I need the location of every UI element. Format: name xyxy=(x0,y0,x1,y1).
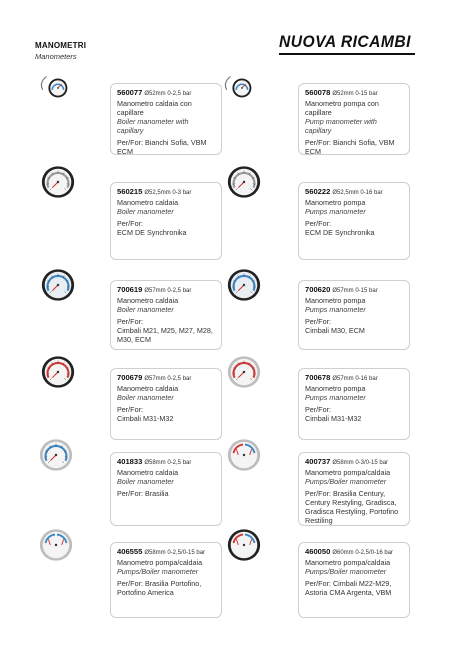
product-header xyxy=(305,187,404,198)
pressure-gauge-icon xyxy=(39,353,77,391)
product-header xyxy=(305,373,404,384)
compatible-models: Per/For: Brasilia Portofino, Portofino America xyxy=(117,579,202,597)
compatible-models: Per/For: Cimbali M22-M29, Astoria CMA Argenta, VBM xyxy=(305,579,392,597)
product-header xyxy=(117,457,216,468)
category-title: MANOMETRI xyxy=(35,41,87,50)
product-name-en: Boiler manometer xyxy=(117,477,174,486)
pressure-gauge-icon xyxy=(39,266,77,304)
brand-logo xyxy=(279,32,415,56)
product-code: 700620 xyxy=(305,285,331,294)
product-code: 700678 xyxy=(305,373,331,382)
product-code: 401833 xyxy=(117,457,143,466)
product-code: 560215 xyxy=(117,187,143,196)
product-code: 560077 xyxy=(117,88,143,97)
product-card xyxy=(110,452,222,526)
product-card xyxy=(110,182,222,260)
product-code: 400737 xyxy=(305,457,331,466)
product-name-it: Manometro caldaia con capillare xyxy=(117,99,192,117)
pressure-gauge-icon xyxy=(225,526,263,564)
product-card xyxy=(298,280,410,350)
pressure-gauge-icon xyxy=(37,526,75,564)
product-name-en: Boiler manometer xyxy=(117,393,174,402)
product-code: 700679 xyxy=(117,373,143,382)
brand-name: NUOVA RICAMBI xyxy=(279,32,411,51)
product-code: 560078 xyxy=(305,88,331,97)
compatible-models: Per/For: Brasilia xyxy=(117,489,169,498)
product-spec: Ø58mm 0-2,5 bar xyxy=(144,460,192,466)
pressure-gauge-icon xyxy=(37,436,75,474)
product-name-en: Pumps/Boiler manometer xyxy=(117,567,199,576)
product-header xyxy=(305,457,404,468)
product-name-en: Pumps manometer xyxy=(305,207,366,216)
product-header xyxy=(117,285,216,296)
compatible-models: Per/For: ECM DE Synchronika xyxy=(305,219,375,237)
product-card xyxy=(298,542,410,618)
product-card xyxy=(110,83,222,155)
product-name-it: Manometro caldaia xyxy=(117,468,179,477)
compatible-models: Per/For: Brasilia Century, Century Restyling, Gradisca, Gradisca Restyling, Portofino Restiling xyxy=(305,489,399,525)
compatible-models: Per/For: Cimbali M21, M25, M27, M28, M30, ECM xyxy=(117,317,213,344)
product-card xyxy=(298,83,410,155)
product-name-it: Manometro pompa/caldaia xyxy=(305,468,391,477)
product-header xyxy=(117,547,216,558)
product-spec: Ø52mm 0-2,5 bar xyxy=(144,91,192,97)
product-name-en: Pumps/Boiler manometer xyxy=(305,477,387,486)
product-name-it: Manometro pompa/caldaia xyxy=(305,558,391,567)
product-spec: Ø60mm 0-2,5/0-16 bar xyxy=(332,550,394,556)
compatible-models: Per/For: Cimbali M30, ECM xyxy=(305,317,365,335)
compatible-models: Per/For: Cimbali M31-M32 xyxy=(117,405,174,423)
product-spec: Ø52mm 0-15 bar xyxy=(332,91,378,97)
product-card xyxy=(110,542,222,618)
compatible-models: Per/For: Cimbali M31-M32 xyxy=(305,405,362,423)
product-name-it: Manometro pompa con capillare xyxy=(305,99,379,117)
product-spec: Ø58mm 0-3/0-15 bar xyxy=(332,460,389,466)
compatible-models: Per/For: ECM DE Synchronika xyxy=(117,219,187,237)
pressure-gauge-icon xyxy=(225,163,263,201)
pressure-gauge-icon xyxy=(225,266,263,304)
product-spec: Ø52,5mm 0-3 bar xyxy=(144,190,192,196)
product-name-it: Manometro caldaia xyxy=(117,296,179,305)
product-name-it: Manometro pompa xyxy=(305,296,366,305)
product-name-en: Pumps manometer xyxy=(305,393,366,402)
product-header xyxy=(305,547,404,558)
product-spec: Ø57mm 0-2,5 bar xyxy=(144,288,192,294)
product-spec: Ø57mm 0-16 bar xyxy=(332,376,378,382)
compatible-models: Per/For: Bianchi Sofia, VBM ECM xyxy=(305,138,395,156)
product-name-it: Manometro caldaia xyxy=(117,384,179,393)
product-header xyxy=(117,187,216,198)
product-name-en: Pumps/Boiler manometer xyxy=(305,567,387,576)
product-code: 406555 xyxy=(117,547,143,556)
product-name-it: Manometro pompa xyxy=(305,384,366,393)
pressure-gauge-icon xyxy=(221,69,259,107)
pressure-gauge-icon xyxy=(39,163,77,201)
product-name-en: Pumps manometer xyxy=(305,305,366,314)
product-name-en: Boiler manometer with capillary xyxy=(117,117,189,135)
product-name-en: Boiler manometer xyxy=(117,207,174,216)
product-header xyxy=(117,373,216,384)
product-card xyxy=(298,182,410,260)
brand-underline xyxy=(279,53,415,55)
product-header xyxy=(305,88,404,99)
product-code: 460050 xyxy=(305,547,331,556)
product-card xyxy=(298,368,410,440)
product-code: 700619 xyxy=(117,285,143,294)
pressure-gauge-icon xyxy=(225,353,263,391)
pressure-gauge-icon xyxy=(37,69,75,107)
product-card xyxy=(110,368,222,440)
product-header xyxy=(305,285,404,296)
product-name-it: Manometro pompa xyxy=(305,198,366,207)
page-header xyxy=(0,0,450,70)
category-subtitle: Manometers xyxy=(35,52,77,61)
product-code: 560222 xyxy=(305,187,331,196)
product-header xyxy=(117,88,216,99)
product-spec: Ø58mm 0-2,5/0-15 bar xyxy=(144,550,206,556)
product-name-it: Manometro caldaia xyxy=(117,198,179,207)
product-spec: Ø57mm 0-2,5 bar xyxy=(144,376,192,382)
product-name-it: Manometro pompa/caldaia xyxy=(117,558,203,567)
product-card xyxy=(298,452,410,526)
product-spec: Ø57mm 0-15 bar xyxy=(332,288,378,294)
product-spec: Ø52,5mm 0-16 bar xyxy=(332,190,383,196)
compatible-models: Per/For: Bianchi Sofia, VBM ECM xyxy=(117,138,207,156)
product-card xyxy=(110,280,222,350)
pressure-gauge-icon xyxy=(225,436,263,474)
product-name-en: Pump manometer with capillary xyxy=(305,117,377,135)
product-name-en: Boiler manometer xyxy=(117,305,174,314)
